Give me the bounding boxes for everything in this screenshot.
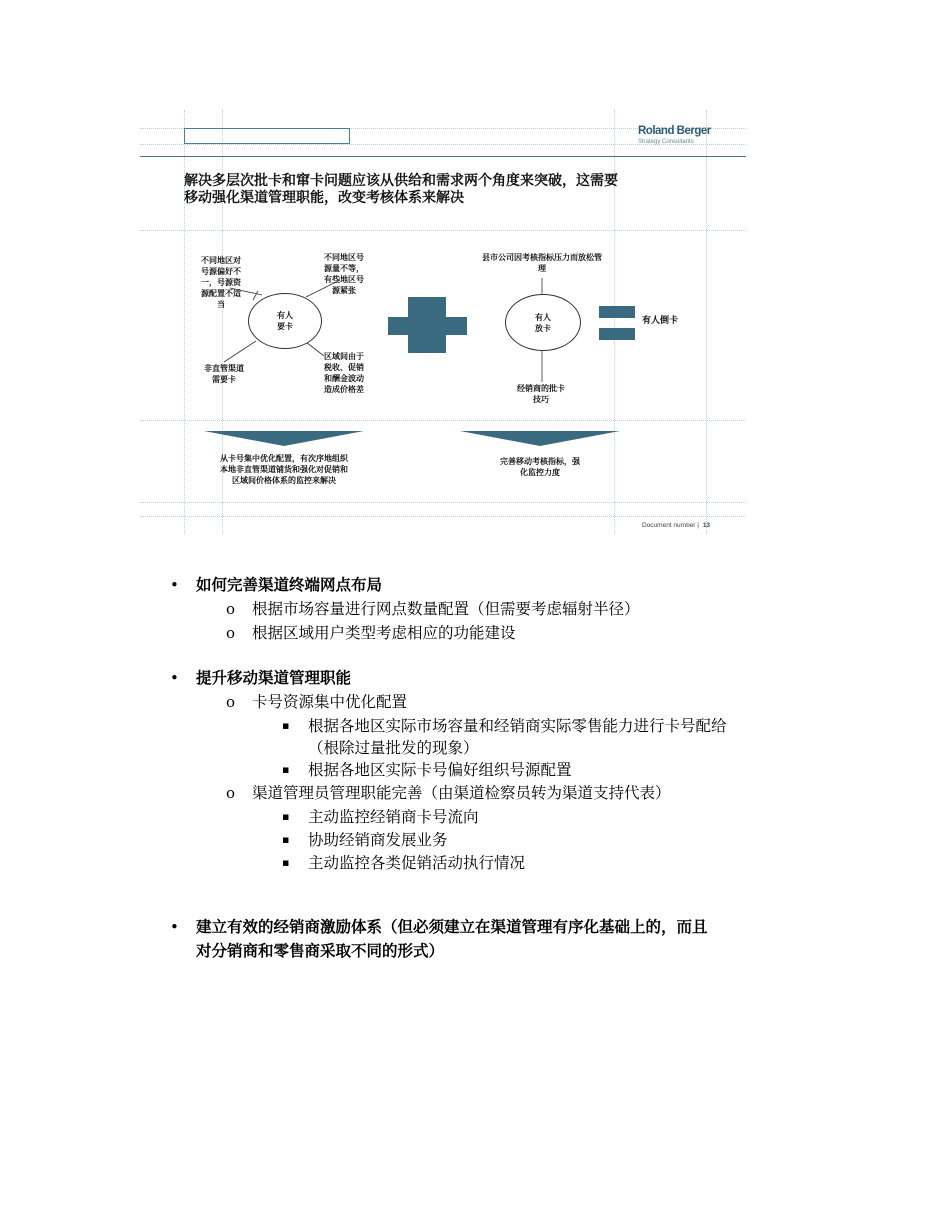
list-item: 卡号资源集中优化配置 — [252, 693, 408, 711]
equals-sign-top — [599, 306, 635, 318]
supply-circle — [505, 294, 581, 351]
subsub-marker: ▪ — [282, 856, 290, 869]
note-line: 化监控力度 — [520, 468, 560, 477]
equals-sign-bottom — [599, 328, 635, 340]
note-line: 技巧 — [533, 395, 549, 404]
bullet-marker: • — [170, 918, 179, 936]
note-line: 从卡号集中优化配置，有次序地组织 — [220, 454, 348, 463]
footer-separator: | — [697, 522, 699, 529]
left-conclusion — [204, 453, 364, 486]
note-line: 号源偏好不 — [201, 267, 241, 276]
bullet-marker: • — [170, 669, 179, 687]
list-item-continuation: （根除过量批发的现象） — [308, 739, 479, 757]
list-item: 主动监控经销商卡号流向 — [308, 808, 479, 826]
sub-marker: o — [226, 784, 236, 802]
subsub-marker: ▪ — [282, 810, 290, 823]
bullet-marker: • — [170, 576, 179, 594]
section-title-continuation: 对分销商和零售商采取不同的形式） — [196, 941, 445, 960]
sub-marker: o — [226, 624, 236, 642]
section-title: 如何完善渠道终端网点布局 — [196, 575, 383, 594]
note-bottom-right — [316, 351, 372, 395]
note-line: 源配置不适 — [201, 289, 241, 298]
note-top-right — [316, 252, 372, 296]
supply-circle-line: 有人 — [535, 312, 551, 322]
note-line: 源量不等， — [324, 264, 364, 273]
list-item: 协助经销商发展业务 — [308, 831, 448, 849]
right-conclusion — [470, 456, 610, 478]
note-line: 经销商的批卡 — [517, 384, 565, 393]
subsub-marker: ▪ — [282, 763, 290, 776]
note-line: 需要卡 — [212, 375, 236, 384]
note-line: 造成价格差 — [324, 385, 364, 394]
note-line: 当 — [217, 300, 225, 309]
note-line: 源紧张 — [332, 286, 356, 295]
logo-name: Roland Berger — [638, 125, 711, 137]
left-chevron-arrow — [204, 431, 364, 446]
note-bottom — [508, 383, 574, 405]
list-item: 主动监控各类促销活动执行情况 — [308, 854, 526, 872]
demand-circle-line: 要卡 — [277, 322, 293, 331]
sub-marker: o — [226, 600, 236, 618]
section-title: 提升移动渠道管理职能 — [196, 668, 352, 687]
note-line: 完善移动考核指标，强 — [500, 457, 580, 466]
plus-sign-vertical — [408, 297, 446, 353]
chevron-shape — [204, 431, 364, 446]
sub-marker: o — [226, 693, 236, 711]
slide-footer — [642, 522, 710, 529]
note-line: 和酬金波动 — [324, 374, 364, 383]
note-line: 有些地区号 — [324, 275, 364, 284]
list-item: 渠道管理员管理职能完善（由渠道检察员转为渠道支持代表） — [252, 784, 671, 802]
note-line: 税收、促销 — [324, 363, 364, 372]
right-chevron-arrow — [460, 431, 620, 446]
note-line: 一，号源资 — [201, 278, 241, 287]
demand-circle-line: 有人 — [277, 311, 293, 320]
note-bottom-left — [196, 363, 252, 385]
subsub-marker: ▪ — [282, 719, 290, 732]
note-line: 不同地区对 — [201, 256, 241, 265]
result-label: 有人倒卡 — [642, 316, 679, 326]
note-line: 县市公司因考核指标压力而放松管 — [482, 253, 602, 262]
note-line: 不同地区号 — [324, 253, 364, 262]
document-number-label: Document number — [642, 522, 696, 529]
list-item: 根据各地区实际卡号偏好组织号源配置 — [308, 761, 572, 779]
connector-line — [224, 341, 256, 362]
list-item: 根据各地区实际市场容量和经销商实际零售能力进行卡号配给 — [308, 717, 727, 735]
slide-image — [140, 110, 746, 534]
list-item: 根据市场容量进行网点数量配置（但需要考虑辐射半径） — [252, 600, 640, 618]
subsub-marker: ▪ — [282, 833, 290, 846]
note-line: 本地非直管渠道铺货和强化对促销和 — [220, 465, 348, 474]
connector-line — [253, 291, 258, 300]
demand-circle — [248, 293, 322, 349]
note-line: 区域间价格体系的监控来解决 — [232, 476, 336, 485]
note-top — [460, 252, 624, 274]
chevron-shape — [460, 431, 620, 446]
logo-subtitle: Strategy Consultants — [638, 138, 694, 145]
slide-title-line: 移动强化渠道管理职能，改变考核体系来解决 — [184, 190, 464, 206]
section-title: 建立有效的经销商激励体系（但必须建立在渠道管理有序化基础上的，而且 — [196, 917, 708, 936]
note-line: 区域间由于 — [324, 352, 364, 361]
slide-title-line: 解决多层次批卡和窜卡问题应该从供给和需求两个角度来突破，这需要 — [184, 173, 618, 189]
supply-circle-line: 放卡 — [535, 323, 551, 333]
note-line: 理 — [538, 264, 546, 273]
note-line: 非直管渠道 — [204, 364, 244, 373]
list-item: 根据区域用户类型考虑相应的功能建设 — [252, 624, 516, 642]
page-number: 13 — [702, 522, 711, 529]
note-top-left — [192, 255, 250, 310]
